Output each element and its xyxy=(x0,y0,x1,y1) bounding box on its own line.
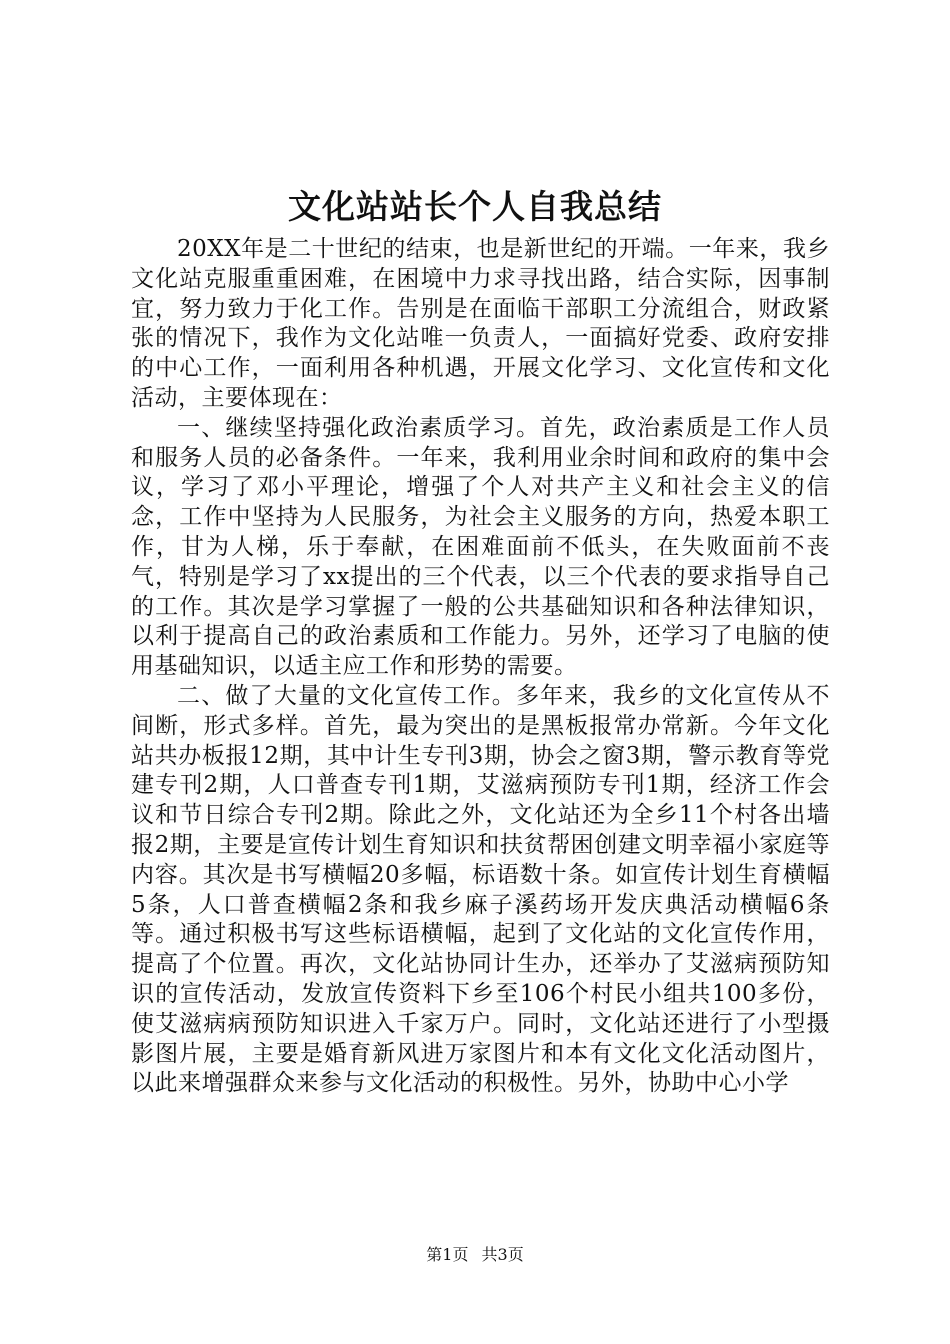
document-title: 文化站站长个人自我总结 xyxy=(288,187,662,226)
paragraph-political-study: 一、继续坚持强化政治素质学习。首先，政治素质是工作人员和服务人员的必备条件。一年来，我利用业余时间和政府的集中会议，学习了邓小平理论，增强了个人对共产主义和社会主义的信念，工作中坚持为人民服务，为社会主义服务的方向，热爱本职工作，甘为人梯，乐于奉献，在困难面前不低头，在失败面前不丧气，特别是学习了xx提出的三个代表，以三个代表的要求指导自己的工作。其次是学习掌握了一般的公共基础知识和各种法律知识，以利于提高自己的政治素质和工作能力。另外，还学习了电脑的使用基础知识，以适主应工作和形势的需要。 xyxy=(131,414,830,680)
paragraph-intro: 20XX年是二十世纪的结束，也是新世纪的开端。一年来，我乡文化站克服重重困难，在困境中力求寻找出路，结合实际，因事制宜，努力致力于化工作。告别是在面临干部职工分流组合，财政紧张的情况下，我作为文化站唯一负责人，一面搞好党委、政府安排的中心工作，一面利用各种机遇，开展文化学习、文化宣传和文化活动，主要体现在： xyxy=(131,236,830,411)
page-total: 共3页 xyxy=(481,1245,524,1264)
page-number: 第1页 xyxy=(426,1245,469,1264)
document-body xyxy=(131,235,830,1099)
paragraph-cultural-publicity: 二、做了大量的文化宣传工作。多年来，我乡的文化宣传从不间断，形式多样。首先，最为突出的是黑板报常办常新。今年文化站共办板报12期，其中计生专刊3期，协会之窗3期，警示教育等党建专刊2期，人口普查专刊1期，艾滋病预防专刊1期，经济工作会议和节日综合专刊2期。除此之外，文化站还为全乡11个村各出墙报2期，主要是宣传计划生育知识和扶贫帮困创建文明幸福小家庭等内容。其次是书写横幅20多幅，标语数十条。如宣传计划生育横幅5条，人口普查横幅2条和我乡麻子溪药场开发庆典活动横幅6条等。通过积极书写这些标语横幅，起到了文化站的文化宣传作用，提高了个位置。再次，文化站协同计生办，还举办了艾滋病预防知识的宣传活动，发放宣传资料下乡至106个村民小组共100多份，使艾滋病病预防知识进入千家万户。同时，文化站还进行了小型摄影图片展，主要是婚育新风进万家图片和本有文化文化活动图片，以此来增强群众来参与文化活动的积极性。另外，协助中心小学 xyxy=(131,682,830,1097)
page-footer xyxy=(0,1244,950,1266)
